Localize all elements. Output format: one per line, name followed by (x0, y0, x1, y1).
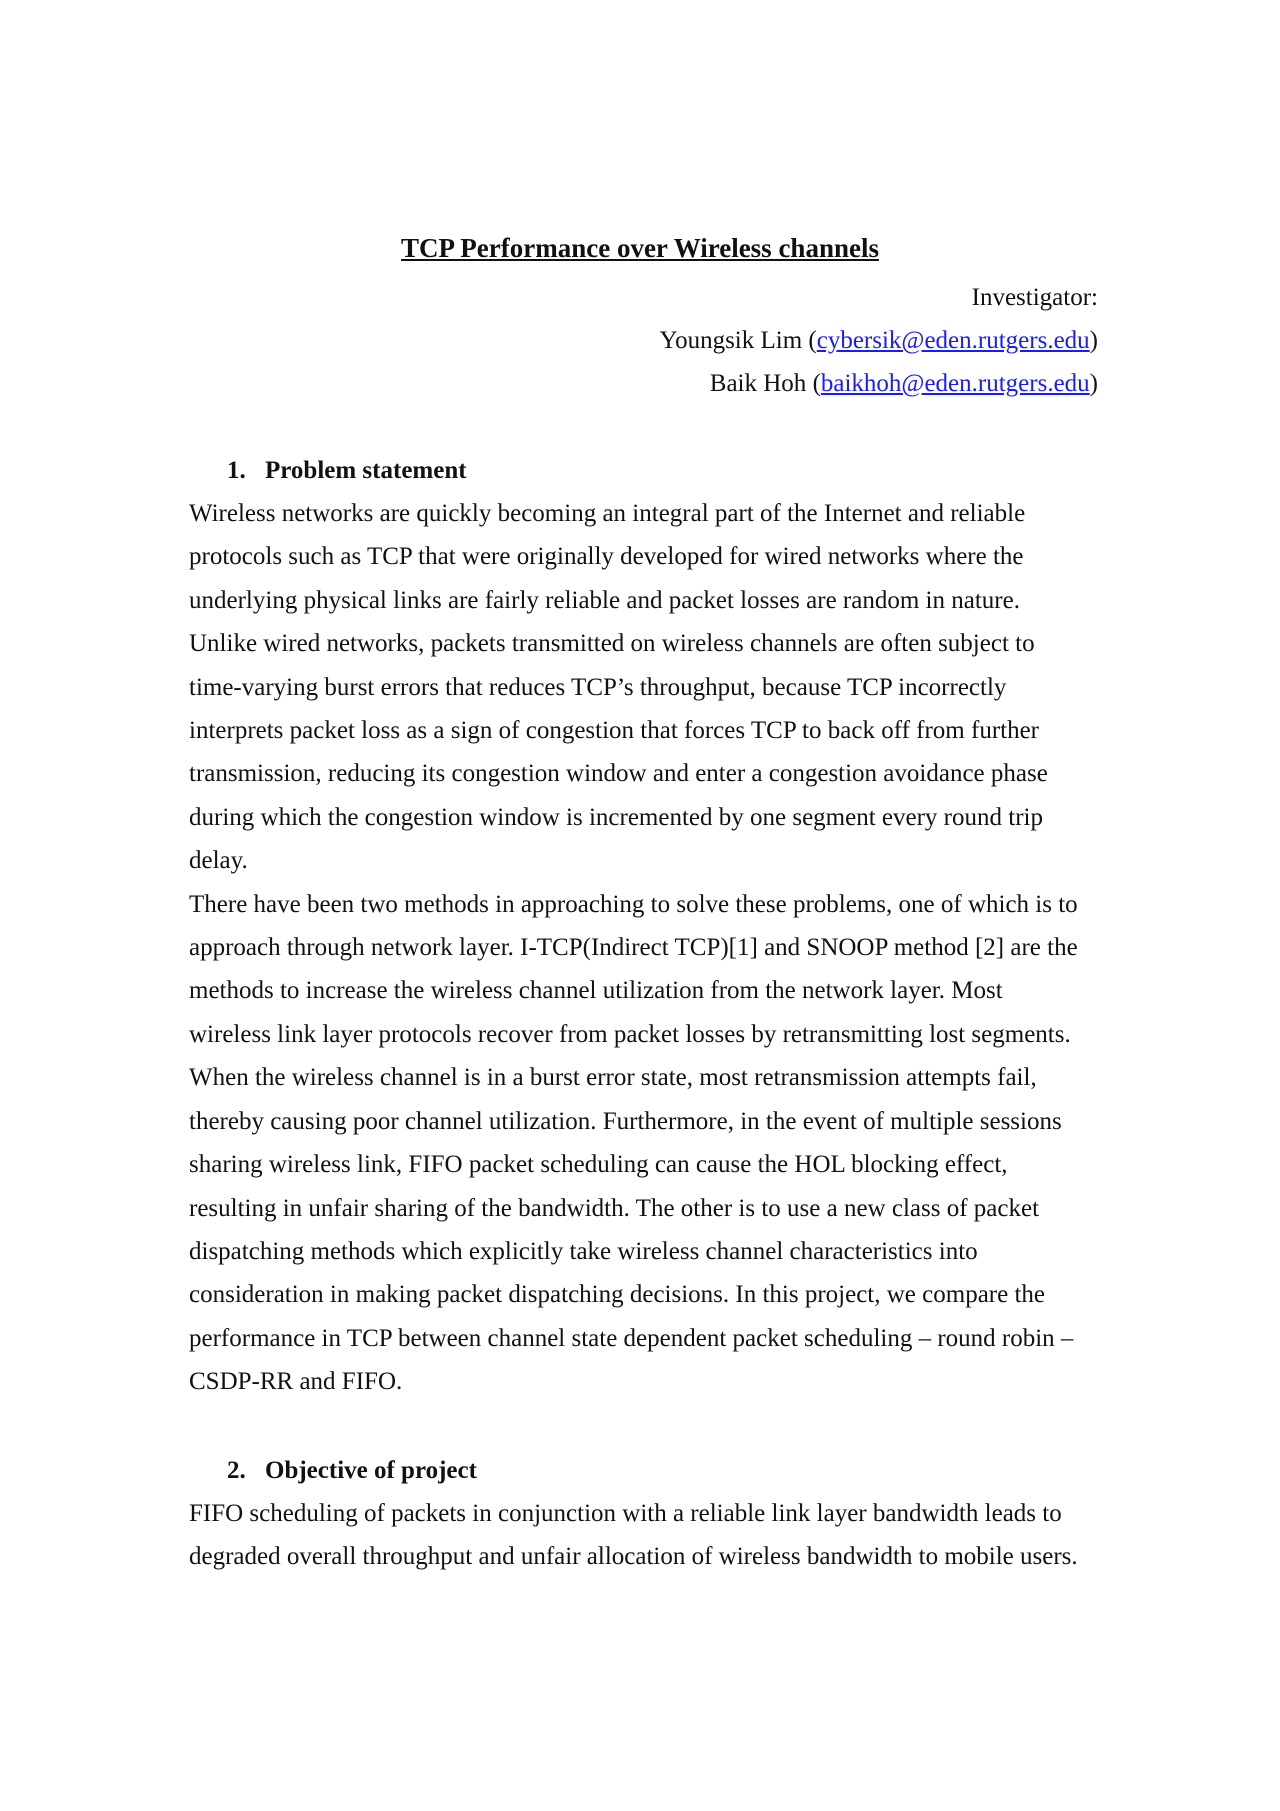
document-title: TCP Performance over Wireless channels (401, 233, 879, 263)
section-number: 2. (227, 1457, 246, 1484)
body-line: time-varying burst errors that reduces TCP’s throughput, because TCP incorrectly (189, 673, 1007, 701)
byline (660, 276, 1098, 405)
author-line: Youngsik Lim (cybersik@eden.rutgers.edu) (659, 327, 1098, 354)
body-line: There have been two methods in approaching to solve these problems, one of which is to (189, 890, 1078, 918)
body-line: When the wireless channel is in a burst error state, most retransmission attempts fail, (189, 1064, 1037, 1092)
body-line: consideration in making packet dispatching decisions. In this project, we compare the (189, 1281, 1046, 1309)
body-line: Unlike wired networks, packets transmitted on wireless channels are often subject to (189, 630, 1035, 658)
body-line: FIFO scheduling of packets in conjunction with a reliable link layer bandwidth leads to (189, 1500, 1062, 1527)
body-line: underlying physical links are fairly reliable and packet losses are random in nature. (189, 586, 1020, 614)
body-line: sharing wireless link, FIFO packet scheduling can cause the HOL blocking effect, (189, 1151, 1008, 1179)
section-number: 1. (227, 457, 246, 484)
body-line: wireless link layer protocols recover from packet losses by retransmitting lost segments. (189, 1020, 1071, 1048)
body-line: interprets packet loss as a sign of congestion that forces TCP to back off from further (189, 717, 1040, 745)
author-email-link[interactable]: cybersik@eden.rutgers.edu (816, 327, 1090, 354)
body-line: methods to increase the wireless channel utilization from the network layer. Most (189, 977, 1003, 1005)
body-line: performance in TCP between channel state dependent packet scheduling – round robin – (189, 1324, 1074, 1352)
body-line: during which the congestion window is incremented by one segment every round trip (189, 803, 1043, 831)
section-title: Objective of project (265, 1457, 477, 1484)
section-heading (227, 1449, 477, 1492)
section-heading (227, 449, 467, 492)
body-line: delay. (189, 847, 248, 875)
author-line: Baik Hoh (baikhoh@eden.rutgers.edu) (709, 370, 1098, 397)
body-line: approach through network layer. I-TCP(Indirect TCP)[1] and SNOOP method [2] are the (189, 934, 1078, 962)
author-email-link[interactable]: baikhoh@eden.rutgers.edu (820, 370, 1090, 397)
author-name: Youngsik Lim (659, 327, 803, 354)
section-body (189, 492, 1099, 1404)
investigator-label: Investigator: (971, 284, 1098, 311)
body-line: Wireless networks are quickly becoming an integral part of the Internet and reliable (189, 500, 1026, 527)
author-name: Baik Hoh (709, 370, 807, 397)
body-line: degraded overall throughput and unfair allocation of wireless bandwidth to mobile users. (189, 1543, 1078, 1571)
section-title: Problem statement (265, 457, 467, 484)
body-line: thereby causing poor channel utilization. Furthermore, in the event of multiple sessions (189, 1107, 1062, 1135)
body-line: protocols such as TCP that were originally developed for wired networks where the (189, 543, 1024, 571)
body-line: dispatching methods which explicitly take wireless channel characteristics into (189, 1237, 978, 1265)
body-line: CSDP-RR and FIFO. (189, 1368, 403, 1396)
body-line: resulting in unfair sharing of the bandwidth. The other is to use a new class of packet (189, 1194, 1040, 1222)
section-body (189, 1492, 1099, 1579)
body-line: transmission, reducing its congestion window and enter a congestion avoidance phase (189, 760, 1048, 788)
